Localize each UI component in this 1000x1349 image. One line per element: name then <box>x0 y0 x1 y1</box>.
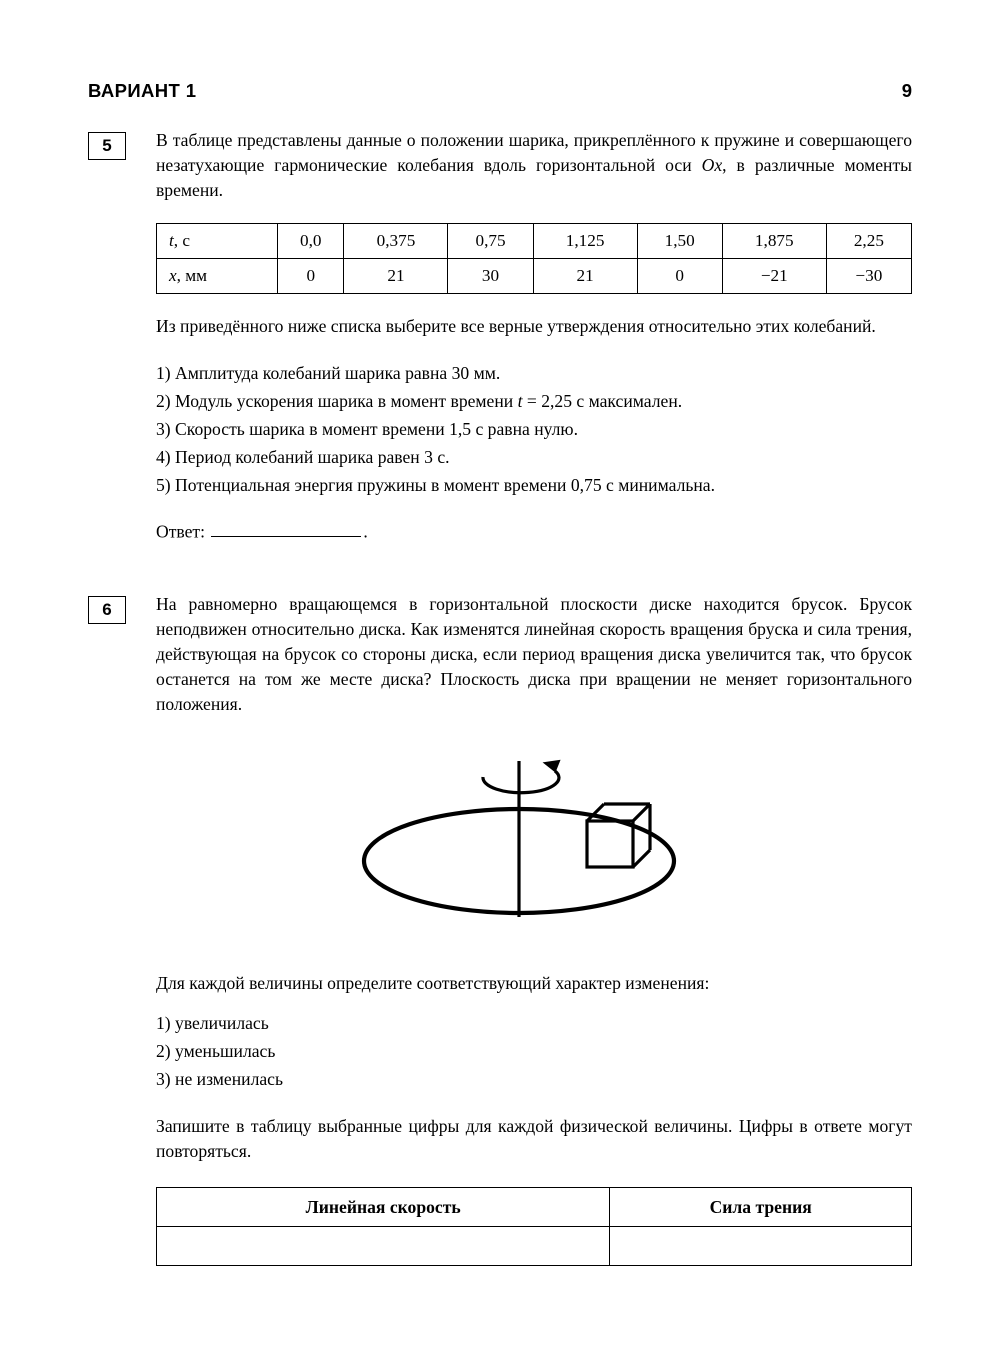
cell-t-1: 0,375 <box>344 223 448 258</box>
task-5-statement: В таблице представлены данные о положении шарика, прикреплённого к пружине и совершающего незатухающие гармонические колебания вдоль горизонтальной оси Ox, в различные моменты времени. <box>156 130 912 200</box>
task-6-note: Запишите в таблицу выбранные цифры для каждой физической величины. Цифры в ответе могут повторяться. <box>156 1115 912 1161</box>
task-5-number: 5 <box>88 132 126 160</box>
task-5-instruction: Из приведённого ниже списка выберите все верные утверждения относительно этих колебаний. <box>156 315 876 336</box>
table-row-x <box>157 258 912 293</box>
task-5-answer-line <box>156 520 912 543</box>
task-5-option-1: 1) Амплитуда колебаний шарика равна 30 мм. <box>156 362 501 383</box>
answer-table-input-row <box>157 1227 912 1266</box>
task-5-data-table <box>156 223 912 294</box>
cell-t-0: 0,0 <box>278 223 344 258</box>
answer-table-header-row <box>157 1188 912 1227</box>
row-label-time: t, с <box>157 223 278 258</box>
cell-x-0: 0 <box>278 258 344 293</box>
answer-cell-friction-force[interactable] <box>610 1227 912 1266</box>
task-5-answer-label: Ответ: <box>156 521 205 542</box>
task-6-option-2: 2) уменьшилась <box>156 1041 276 1062</box>
task-6-statement: На равномерно вращающемся в горизонтальной плоскости диске находится брусок. Брусок неподвижен относительно диска. Как изменятся линейная скорость вращения бруска и сила трения, действующая на брусок со стороны диска, если период вращения диска увеличится так, что брусок останется на том же месте диска? Плоскость диска при вращении не меняет горизонтального положения. <box>156 594 912 715</box>
task-5-option-2: 2) Модуль ускорения шарика в момент времени t = 2,25 с максимален. <box>156 391 683 412</box>
row-label-position: x, мм <box>157 258 278 293</box>
task-5-option-5: 5) Потенциальная энергия пружины в момент времени 0,75 с минимальна. <box>156 475 716 496</box>
cell-t-2: 0,75 <box>448 223 533 258</box>
task-5-answer-period: . <box>363 521 368 542</box>
cell-x-2: 30 <box>448 258 533 293</box>
answer-cell-linear-speed[interactable] <box>157 1227 610 1266</box>
task-5-body <box>156 128 912 542</box>
cell-t-3: 1,125 <box>533 223 637 258</box>
task-5-answer-field[interactable] <box>211 520 361 538</box>
task-6-option-1: 1) увеличилась <box>156 1013 269 1034</box>
variant-label: ВАРИАНТ 1 <box>88 80 197 101</box>
cell-x-5: −21 <box>722 258 826 293</box>
task-5 <box>88 128 912 542</box>
answer-header-friction-force: Сила трения <box>610 1188 912 1227</box>
rotating-disk-with-block-icon <box>319 741 749 931</box>
answer-header-linear-speed: Линейная скорость <box>157 1188 610 1227</box>
cell-t-4: 1,50 <box>637 223 722 258</box>
cell-x-3: 21 <box>533 258 637 293</box>
cell-t-5: 1,875 <box>722 223 826 258</box>
task-6-instruction: Для каждой величины определите соответствующий характер изменения: <box>156 973 710 994</box>
table-row-t <box>157 223 912 258</box>
task-6-figure <box>156 741 912 931</box>
task-5-option-4: 4) Период колебаний шарика равен 3 с. <box>156 447 450 468</box>
task-6-number: 6 <box>88 596 126 624</box>
task-6-option-3: 3) не изменилась <box>156 1069 283 1090</box>
task-6 <box>88 592 912 1266</box>
cell-x-1: 21 <box>344 258 448 293</box>
task-6-body <box>156 592 912 1266</box>
cell-t-6: 2,25 <box>826 223 911 258</box>
page-number: 9 <box>901 80 912 101</box>
task-5-option-3: 3) Скорость шарика в момент времени 1,5 с равна нулю. <box>156 419 578 440</box>
page-header <box>88 80 912 102</box>
cell-x-6: −30 <box>826 258 911 293</box>
task-6-answer-table <box>156 1187 912 1266</box>
cell-x-4: 0 <box>637 258 722 293</box>
